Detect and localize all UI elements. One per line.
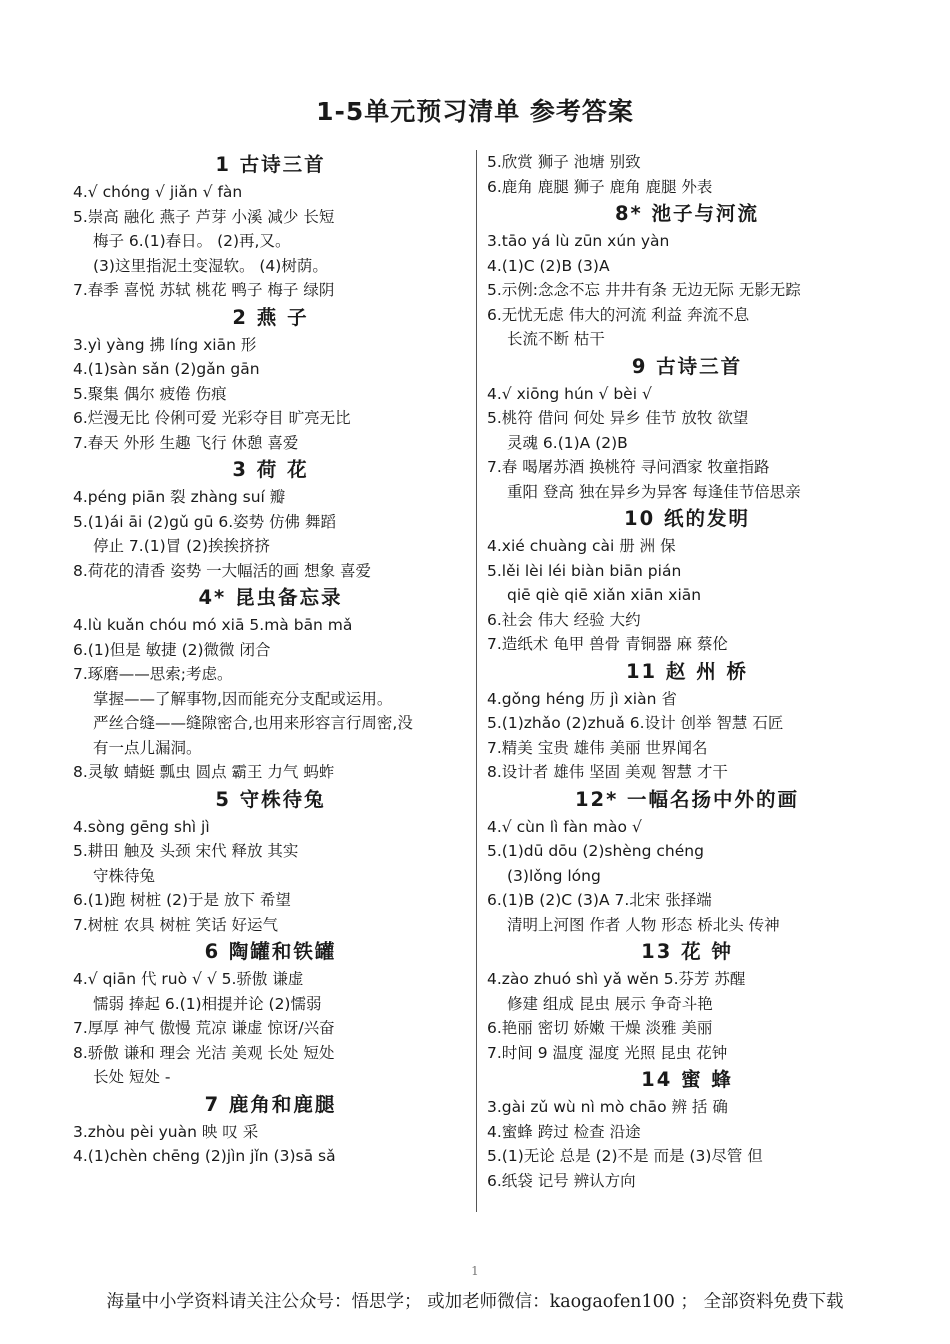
answer-line: 7.时间 9 温度 湿度 光照 昆虫 花钟 (487, 1043, 728, 1062)
section-heading: 4* 昆虫备忘录 (198, 586, 343, 609)
answer-line: 5.lěi lèi léi biàn biān pián (487, 561, 682, 580)
answer-line: 有一点儿漏洞。 (93, 738, 202, 757)
answer-line: 5.桃符 借问 何处 异乡 佳节 放牧 欲望 (487, 409, 749, 427)
answer-line: 4.gǒng héng 历 jì xiàn 省 (487, 689, 677, 708)
section-heading: 10 纸的发明 (624, 507, 750, 530)
left-column (73, 150, 468, 1169)
answer-line: 4.péng piān 裂 zhàng suí 瓣 (73, 488, 286, 506)
column-divider (476, 150, 477, 1212)
answer-line: 停止 7.(1)冒 (2)挨挨挤挤 (93, 537, 271, 555)
section-heading: 13 花 钟 (641, 940, 733, 963)
answer-line: 7.厚厚 神气 傲慢 荒凉 谦虚 惊讶/兴奋 (73, 1019, 335, 1037)
answer-line: 6.无忧无虑 伟大的河流 利益 奔流不息 (487, 305, 750, 324)
answer-line: 4.sòng gēng shì jì (73, 817, 210, 836)
answer-line: 长处 短处 - (93, 1068, 171, 1086)
answer-line: 7.精美 宝贵 雄伟 美丽 世界闻名 (487, 738, 708, 757)
answer-line: 6.纸袋 记号 辨认方向 (487, 1171, 636, 1190)
answer-line: 5.(1)ái āi (2)gǔ gū 6.姿势 仿佛 舞蹈 (73, 512, 336, 531)
answer-line: 5.(1)zhǎo (2)zhuǎ 6.设计 创举 智慧 石匠 (487, 714, 784, 732)
answer-line: 8.设计者 雄伟 坚固 美观 智慧 才干 (487, 763, 728, 781)
answer-line: 8.灵敏 蜻蜓 瓢虫 圆点 霸王 力气 蚂蚱 (73, 763, 335, 781)
answer-line: 5.耕田 触及 头颈 宋代 释放 其实 (73, 842, 299, 860)
answer-line: 7.造纸术 龟甲 兽骨 青铜器 麻 蔡伦 (487, 635, 728, 653)
right-column (487, 150, 887, 1193)
answer-line: 6.社会 伟大 经验 大约 (487, 610, 641, 629)
answer-line: 清明上河图 作者 人物 形态 桥北头 传神 (507, 915, 780, 934)
answer-line: 4.zào zhuó shì yǎ wěn 5.芬芳 苏醒 (487, 970, 746, 988)
section-heading: 12* 一幅名扬中外的画 (574, 787, 800, 811)
footer-note: 海量中小学资料请关注公众号：悟思学； 或加老师微信：kaogaofen100 ； 全部资料免费下载 (106, 1292, 844, 1312)
answer-line: 5.示例:念念不忘 井井有条 无边无际 无影无踪 (487, 281, 801, 299)
page-title: 1-5单元预习清单 参考答案 (316, 97, 634, 126)
section-heading: 14 蜜 蜂 (641, 1068, 733, 1091)
answer-line: 6.艳丽 密切 娇嫩 干燥 淡雅 美丽 (487, 1019, 713, 1037)
answer-line: (3)这里指泥土变湿软。 (4)树荫。 (93, 256, 328, 275)
section-heading: 7 鹿角和鹿腿 (204, 1092, 337, 1116)
answer-line: 4.√ qiān 代 ruò √ √ 5.骄傲 谦虚 (73, 970, 304, 988)
answer-line: 6.鹿角 鹿腿 狮子 鹿角 鹿腿 外表 (487, 177, 713, 196)
answer-line: 6.烂漫无比 伶俐可爱 光彩夺目 旷亮无比 (73, 409, 351, 427)
section-heading: 1 古诗三首 (215, 153, 326, 176)
section-heading: 8* 池子与河流 (614, 202, 760, 225)
answer-line: 8.荷花的清香 姿势 一大幅活的画 想象 喜爱 (73, 561, 371, 580)
answer-line: 5.崇高 融化 燕子 芦芽 小溪 减少 长短 (73, 207, 335, 226)
answer-line: 7.春季 喜悦 苏轼 桃花 鸭子 梅子 绿阴 (73, 281, 335, 299)
answer-line: 3.zhòu pèi yuàn 映 叹 采 (73, 1122, 259, 1141)
answer-line: 懦弱 捧起 6.(1)相提并论 (2)懦弱 (93, 994, 322, 1013)
answer-line: qiē qiè qiē xiǎn xiān xiān (507, 586, 702, 604)
answer-line: 7.春 喝屠苏酒 换桃符 寻问酒家 牧童指路 (487, 458, 770, 476)
answer-line: 4.√ chóng √ jiǎn √ fàn (73, 183, 243, 201)
page-number: 1 (471, 1264, 479, 1278)
answer-line: (3)lǒng lóng (507, 866, 601, 885)
answer-line: 4.√ cùn lì fàn mào √ (487, 817, 642, 836)
answer-line: 3.tāo yá lù zūn xún yàn (487, 232, 670, 250)
answer-line: 4.√ xiōng hún √ bèi √ (487, 384, 652, 403)
answer-line: 掌握——了解事物,因而能充分支配或运用。 (93, 689, 393, 708)
answer-line: 严丝合缝——缝隙密合,也用来形容言行周密,没 (93, 714, 413, 732)
answer-line: 6.(1)B (2)C (3)A 7.北宋 张择端 (487, 891, 712, 909)
answer-line: 4.xié chuàng cài 册 洲 保 (487, 537, 676, 555)
answer-line: 4.(1)sàn sǎn (2)gǎn gān (73, 360, 260, 378)
answer-line: 3.yì yàng 拂 líng xiān 形 (73, 335, 257, 354)
section-heading: 6 陶罐和铁罐 (204, 940, 337, 963)
answer-line: 5.聚集 偶尔 疲倦 伤痕 (73, 384, 227, 403)
answer-line: 8.骄傲 谦和 理会 光洁 美观 长处 短处 (73, 1043, 335, 1062)
answer-line: 重阳 登高 独在异乡为异客 每逢佳节倍思亲 (507, 482, 801, 501)
section-heading: 5 守株待兔 (215, 787, 326, 811)
section-heading: 2 燕 子 (232, 305, 309, 329)
answer-line: 5.欣赏 狮子 池塘 别致 (487, 153, 641, 171)
answer-line: 7.琢磨——思索;考虑。 (73, 665, 233, 683)
answer-line: 4.lù kuǎn chóu mó xiā 5.mà bān mǎ (73, 616, 353, 634)
section-heading: 11 赵 州 桥 (625, 659, 748, 683)
answer-line: 7.树桩 农具 树桩 笑话 好运气 (73, 915, 278, 934)
answer-line: 灵魂 6.(1)A (2)B (507, 433, 628, 452)
answer-line: 5.(1)dū dōu (2)shèng chéng (487, 842, 704, 860)
section-heading: 3 荷 花 (232, 458, 309, 481)
answer-line: 3.gài zǔ wù nì mò chāo 辨 括 确 (487, 1098, 728, 1116)
answer-line: 5.(1)无论 总是 (2)不是 而是 (3)尽管 但 (487, 1147, 763, 1165)
answer-line: 6.(1)但是 敏捷 (2)微微 闭合 (73, 640, 271, 659)
answer-line: 修建 组成 昆虫 展示 争奇斗艳 (507, 994, 713, 1013)
answer-line: 守株待兔 (93, 866, 156, 885)
answer-line: 梅子 6.(1)春日。 (2)再,又。 (93, 232, 291, 250)
answer-line: 4.蜜蜂 跨过 检查 沿途 (487, 1122, 641, 1141)
answer-line: 7.春天 外形 生趣 飞行 休憩 喜爱 (73, 433, 299, 452)
answer-line: 4.(1)C (2)B (3)A (487, 256, 610, 275)
answer-line: 6.(1)跑 树桩 (2)于是 放下 希望 (73, 891, 291, 909)
answer-line: 长流不断 枯干 (507, 330, 605, 348)
answer-line: 4.(1)chèn chēng (2)jìn jǐn (3)sā sǎ (73, 1147, 336, 1165)
section-heading: 9 古诗三首 (631, 354, 743, 378)
